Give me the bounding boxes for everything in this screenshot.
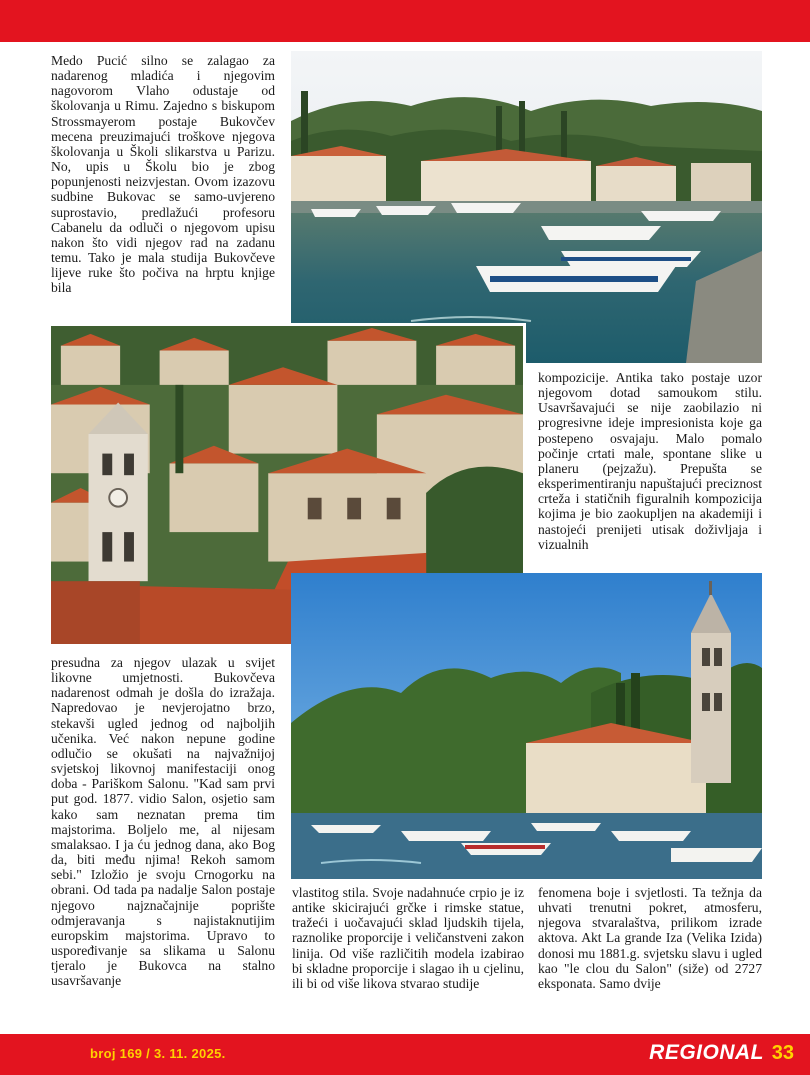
bell-tower-seaside-photo	[291, 573, 762, 879]
page-number: 33	[771, 1042, 794, 1064]
article-text-block-3: kompozicije. Antika tako postaje uzor njegovom dotad samoukom stilu. Usavršavajući se nije zaobilazio ni progresivne ideje impresionista koje ga postepeno osvajaju. Malo pomalo počinje crtati male, spontane slike u planeru (pejzažu). Prepušta se eksperimentiranju napuštajući preciznost crteža i statičnih figuralnih kompozicija kojima je bio zaokupljen na akademiji i nastojeći prenijeti utisak doživljaja i vizualnih	[538, 370, 762, 552]
article-text-block-2: presudna za njegov ulazak u svijet likovne umjetnosti. Bukovčeva nadarenost odmah je došla do izražaja. Napredovao je nevjerojatno brzo, stekavši ugled jednog od najboljih učenika. Već nakon nepune godine odlučio se okušati na najvažnijoj svjetskoj likovnoj manifestaciji onog doba - Pariškom Salonu. "Kad sam prvi put god. 1877. vidio Salon, osjetio sam kako sam neznatan prema tim majstorima. Boljelo me, al nijesam smalaksao. I ja ću jednog dana, ako Bog da, biti među njima! Rekoh samom sebi." Izložio je svoju Crnogorku na obrani. Od tada pa nadalje Salon postaje njegovo najznačajnije poprište odmjeravanja s najistaknutijim europskim majstorima. Upravo to uspoređivanje sa slikama u Salonu tjeralo je Bukovca na stalno usavršavanje	[51, 655, 275, 989]
brand-logo: REGIONAL	[649, 1041, 764, 1064]
article-text-block-5: fenomena boje i svjetlosti. Ta težnja da uhvati trenutni pokret, atmosferu, njegova stvaralaštva, prilikom izrade aktova. Akt La grande Iza (Velika Izida) donosi mu 1881.g. svjetsku slavu i ugled kao "le clou du Salon" (siže) od 2727 eksponata. Samo dvije	[538, 885, 762, 991]
article-text-block-4: vlastitog stila. Svoje nadahnuće crpio je iz antike skicirajući grčke i rimske statue, tražeći i uočavajući sklad ljudskih tijela, raznolike proporcije i veličanstveni zakon linija. Od više različitih modela izabirao bi skladne proporcije i slagao ih u cjelinu, ili bi od više likova stvarao studije	[292, 885, 524, 991]
header-band	[0, 0, 810, 42]
issue-info: broj 169 / 3. 11. 2025.	[90, 1046, 226, 1061]
footer-band	[0, 1034, 810, 1075]
article-text-block-1: Medo Pucić silno se zalagao za nadarenog mladića i njegovim nagovorom Vlaho odustaje od školovanja u Rimu. Zajedno s biskupom Strossmayerom postaje Bukovčev mecena preuzimajući troškove njegova školovanja u Školi slikarstva u Parizu. No, upis u Školu bio je zbog popunjenosti neizvjestan. Ovom izazovu sudbine Bukovac se samo-uvjereno suprostavio, predlažući profesoru Cabanelu da odluči o njegovom upisu nakon što vidi njegov rad na zadanu temu. Tako je mala studija Bukovčeve lijeve ruke što počiva na hrptu knjige bila	[51, 53, 275, 296]
harbour-boats-photo	[291, 51, 762, 363]
